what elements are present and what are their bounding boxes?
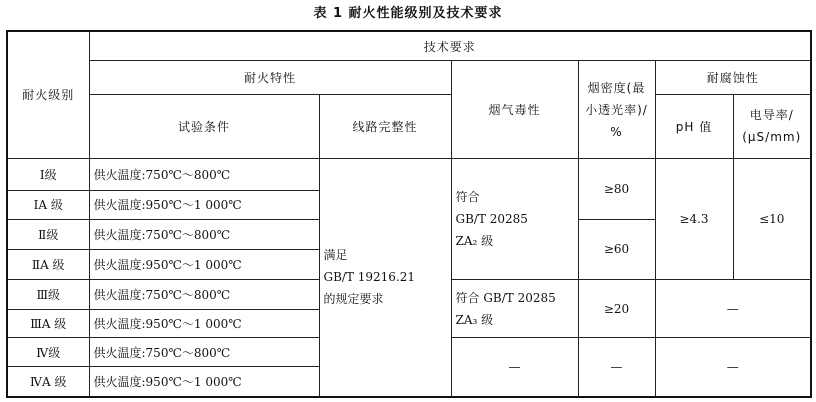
table-title: 表 1 耐火性能级别及技术要求	[313, 6, 503, 21]
grade-cell: Ⅰ级	[7, 158, 89, 190]
toxicity-za2-line1: 符合	[455, 189, 480, 204]
header-test-conditions: 试验条件	[89, 94, 319, 158]
conductivity-cell: ≤10	[733, 158, 811, 279]
corrosion-dash-cell: —	[655, 279, 811, 338]
condition-cell: 供火温度:950℃～1 000℃	[89, 190, 319, 219]
grade-cell: Ⅳ级	[7, 338, 89, 367]
header-fire-char: 耐火特性	[89, 61, 451, 94]
condition-cell: 供火温度:950℃～1 000℃	[89, 309, 319, 338]
grade-cell: ⅠA 级	[7, 190, 89, 219]
toxicity-za3-line2: ZA₃ 级	[455, 312, 494, 327]
integrity-line3: 的规定要求	[323, 292, 384, 307]
integrity-line2: GB/T 19216.21	[323, 270, 416, 285]
condition-cell: 供火温度:750℃～800℃	[89, 338, 319, 367]
density-cell-60: ≥60	[578, 219, 655, 279]
smoke-density-line1: 烟密度(最	[587, 80, 646, 95]
corrosion-dash-cell-2: —	[655, 338, 811, 397]
conductivity-line2: (μS/mm)	[742, 130, 802, 145]
header-circuit-integrity: 线路完整性	[319, 94, 451, 158]
smoke-density-line2: 小透光率)/	[585, 102, 648, 117]
header-ph: pH 值	[655, 94, 733, 158]
density-cell-20: ≥20	[578, 279, 655, 338]
density-cell-80: ≥80	[578, 158, 655, 219]
condition-cell: 供火温度:950℃～1 000℃	[89, 367, 319, 397]
toxicity-za2-line2: GB/T 20285	[455, 211, 528, 226]
condition-cell: 供火温度:750℃～800℃	[89, 279, 319, 309]
condition-cell: 供火温度:750℃～800℃	[89, 219, 319, 249]
condition-cell: 供火温度:950℃～1 000℃	[89, 249, 319, 279]
header-conductivity	[733, 94, 811, 158]
condition-cell: 供火温度:750℃～800℃	[89, 158, 319, 190]
fire-resistance-table	[6, 30, 812, 398]
toxicity-cell-za3	[451, 279, 578, 338]
header-smoke-toxicity: 烟气毒性	[451, 61, 578, 158]
integrity-line1: 满足	[323, 248, 348, 263]
grade-cell: ⅣA 级	[7, 367, 89, 397]
ph-cell: ≥4.3	[655, 158, 733, 279]
table-row	[7, 158, 811, 190]
density-dash-cell: —	[578, 338, 655, 397]
circuit-integrity-cell	[319, 158, 451, 397]
smoke-density-line3: %	[610, 124, 623, 139]
toxicity-cell-za2	[451, 158, 578, 279]
header-tech-req: 技术要求	[89, 31, 811, 61]
toxicity-za2-line3: ZA₂ 级	[455, 233, 494, 248]
grade-cell: Ⅱ级	[7, 219, 89, 249]
conductivity-line1: 电导率/	[749, 108, 794, 123]
grade-cell: Ⅲ级	[7, 279, 89, 309]
toxicity-dash-cell: —	[451, 338, 578, 397]
header-corrosion: 耐腐蚀性	[655, 61, 811, 94]
header-smoke-density	[578, 61, 655, 158]
grade-cell: ⅡA 级	[7, 249, 89, 279]
grade-cell: ⅢA 级	[7, 309, 89, 338]
toxicity-za3-line1: 符合 GB/T 20285	[455, 290, 556, 305]
header-grade: 耐火级别	[7, 31, 89, 158]
